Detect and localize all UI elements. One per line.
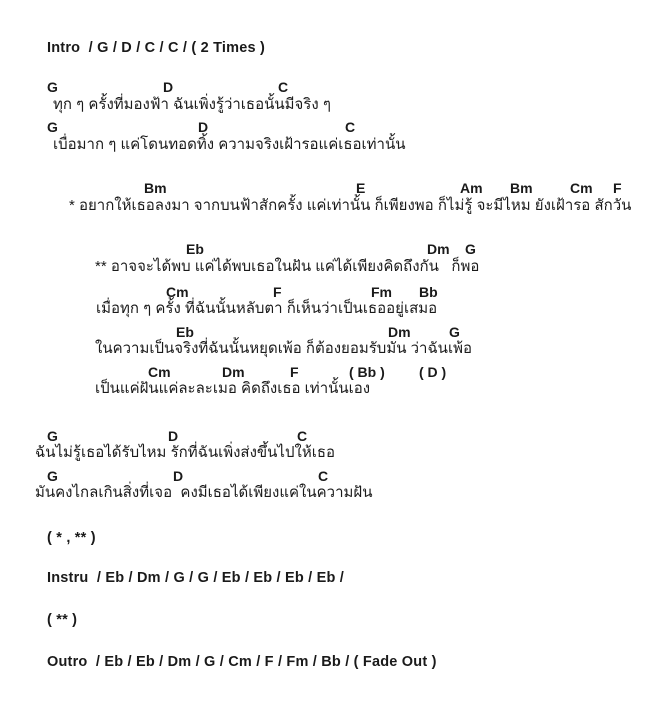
chorus4-chord-row [0, 364, 670, 380]
chorus4-lyric: เป็นแค่ฝันแค่ละละเมอ คิดถึงเธอ เท่านั้นเอง [95, 380, 371, 397]
repeat-bridge-chorus-line: ( * , ** ) [47, 530, 96, 546]
verse1-chord-row [0, 79, 670, 95]
chord: G [47, 79, 58, 95]
verse2-lyric: เบื่อมาก ๆ แค่โดนทอดทิ้ง ความจริงเฝ้ารอแค่เธอเท่านั้น [53, 136, 406, 153]
chord: Bm [144, 180, 167, 196]
chord: ( D ) [419, 364, 447, 380]
chord: D [173, 468, 184, 484]
bridge-lyric: * อยากให้เธอลงมา จากบนฟ้าสักครั้ง แค่เท่านั้น ก็เพียงพอ ก็ไม่รู้ จะมีไหม ยังเฝ้ารอ สักวัน [69, 197, 632, 214]
chorus1-lyric: ** อาจจะได้พบ แค่ได้พบเธอในฝัน แค่ได้เพียงคิดถึงกัน ก็พอ [95, 258, 480, 275]
chord: G [465, 241, 476, 257]
verse4-lyric: มันคงไกลเกินสิ่งที่เจอ คงมีเธอได้เพียงแค่ในความฝัน [35, 484, 373, 501]
verse3-chord-row [0, 428, 670, 444]
chorus3-chord-row [0, 324, 670, 340]
chord: G [449, 324, 460, 340]
chord: F [613, 180, 622, 196]
verse1-lyric: ทุก ๆ ครั้งที่มองฟ้า ฉันเพิ่งรู้ว่าเธอนั้นมีจริง ๆ [53, 96, 331, 113]
chord: G [47, 119, 58, 135]
chord: C [345, 119, 356, 135]
chord: C [318, 468, 329, 484]
chord: Eb [176, 324, 194, 340]
chord: Cm [148, 364, 171, 380]
verse3-lyric: ฉันไม่รู้เธอได้รับไหม รักที่ฉันเพิ่งส่งขึ้นไปให้เธอ [35, 444, 335, 461]
chord: Dm [388, 324, 411, 340]
chord: C [278, 79, 289, 95]
instru-line: Instru / Eb / Dm / G / G / Eb / Eb / Eb / Eb / [47, 570, 345, 586]
chord: Cm [570, 180, 593, 196]
verse2-chord-row [0, 119, 670, 135]
intro-line: Intro / G / D / C / C / ( 2 Times ) [47, 40, 266, 56]
chord: Eb [186, 241, 204, 257]
chorus1-chord-row [0, 241, 670, 257]
repeat-chorus-line: ( ** ) [47, 612, 78, 628]
chord: ( Bb ) [349, 364, 385, 380]
chord: Dm [222, 364, 245, 380]
chord: Fm [371, 284, 392, 300]
chord: F [273, 284, 282, 300]
verse4-chord-row [0, 468, 670, 484]
chord: G [47, 428, 58, 444]
chord: Cm [166, 284, 189, 300]
chord: D [198, 119, 209, 135]
chorus3-lyric: ในความเป็นจริงที่ฉันนั้นหยุดเพ้อ ก็ต้องยอมรับมัน ว่าฉันเพ้อ [95, 340, 472, 357]
chord: G [47, 468, 58, 484]
chord: Am [460, 180, 483, 196]
chord: D [163, 79, 174, 95]
chord: E [356, 180, 366, 196]
chord: Bm [510, 180, 533, 196]
chorus2-lyric: เมื่อทุก ๆ ครั้ง ที่ฉันนั้นหลับตา ก็เห็นว่าเป็นเธออยู่เสมอ [96, 300, 438, 317]
chord: D [168, 428, 179, 444]
chord: C [297, 428, 308, 444]
chord: Bb [419, 284, 438, 300]
chord: Dm [427, 241, 450, 257]
chord: F [290, 364, 299, 380]
chorus2-chord-row [0, 284, 670, 300]
outro-line: Outro / Eb / Eb / Dm / G / Cm / F / Fm / Bb / ( Fade Out ) [47, 654, 437, 670]
bridge-chord-row [0, 180, 670, 196]
